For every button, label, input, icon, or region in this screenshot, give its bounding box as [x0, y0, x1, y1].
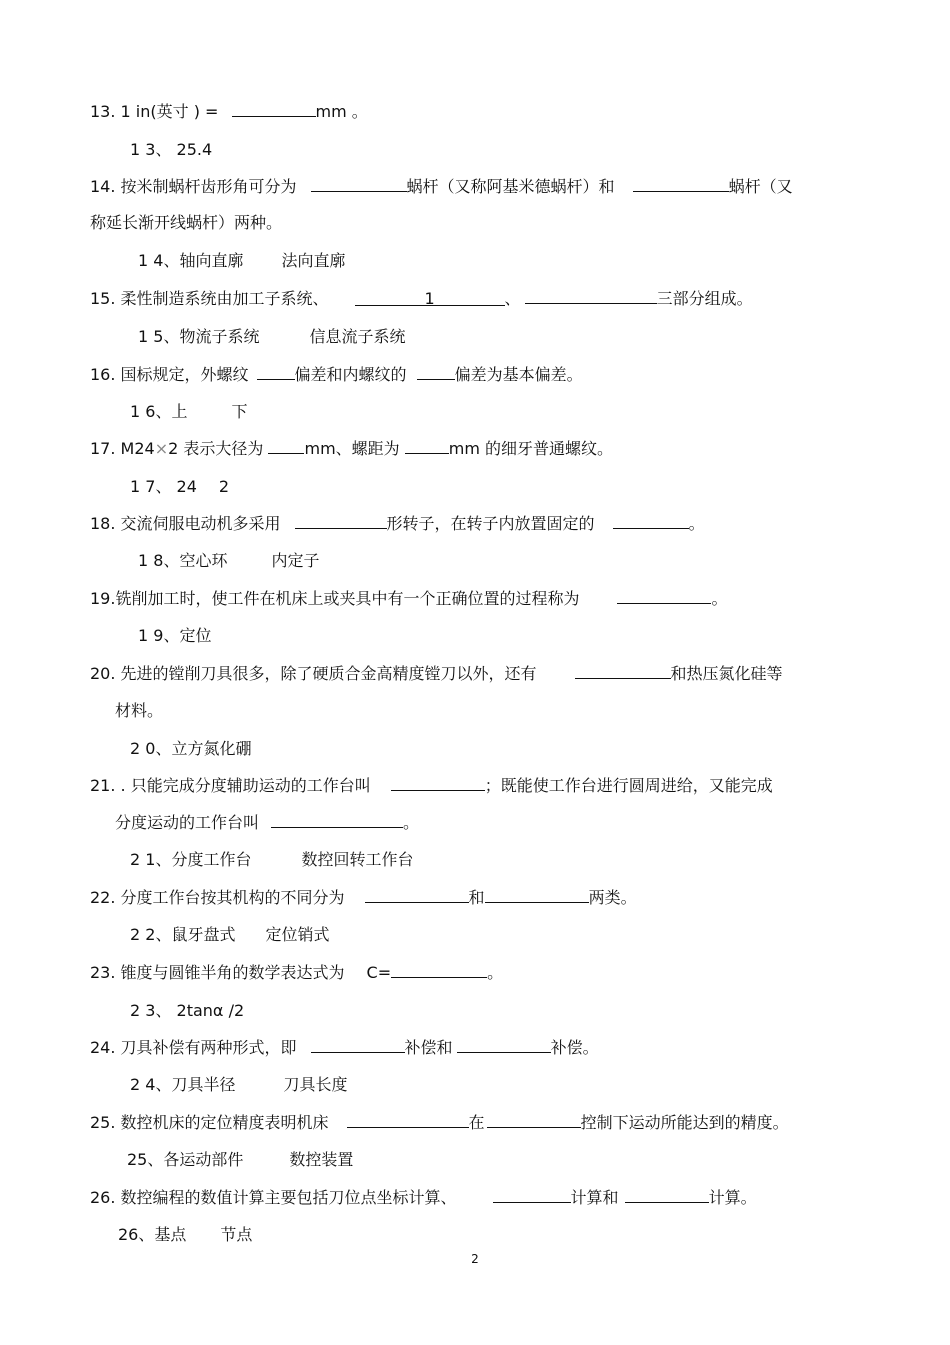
blank [391, 963, 487, 978]
blank [271, 813, 403, 828]
question-26: 26. 数控编程的数值计算主要包括刀位点坐标计算、 计算和 计算。 [90, 1188, 757, 1207]
answer-26: 26、基点 节点 [118, 1225, 253, 1244]
answer-13: 1 3、 25.4 [130, 140, 213, 159]
question-20-cont: 材料。 [115, 701, 164, 720]
question-23: 23. 锥度与圆锥半角的数学表达式为 C= 。 [90, 963, 504, 982]
answer-25: 25、各运动部件 数控装置 [127, 1150, 354, 1169]
blank [525, 289, 657, 304]
answer-18: 1 8、空心环 内定子 [138, 551, 320, 570]
blank [365, 888, 469, 903]
blank [347, 1113, 469, 1128]
question-18: 18. 交流伺服电动机多采用 形转子，在转子内放置固定的 。 [90, 514, 705, 533]
question-21-cont: 分度运动的工作台叫 。 [115, 813, 420, 832]
blank [405, 439, 449, 454]
answer-22: 2 2、鼠牙盘式 定位销式 [130, 925, 330, 944]
answer-17: 1 7、 24 2 [130, 477, 230, 496]
question-15: 15. 柔性制造系统由加工子系统、 1 、 三部分组成。 [90, 289, 753, 308]
blank [268, 439, 304, 454]
answer-23: 2 3、 2tanα /2 [130, 1001, 245, 1020]
blank [487, 1113, 581, 1128]
blank [617, 589, 711, 604]
blank [257, 365, 295, 380]
blank [391, 776, 485, 791]
blank [633, 177, 729, 192]
blank: 1 [355, 291, 505, 306]
answer-20: 2 0、立方氮化硼 [130, 739, 252, 758]
blank [232, 102, 316, 117]
question-21: 21. . 只能完成分度辅助运动的工作台叫 ；既能使工作台进行圆周进给，又能完成 [90, 776, 773, 795]
answer-24: 2 4、刀具半径 刀具长度 [130, 1075, 348, 1094]
question-17: 17. M24×2 表示大径为 mm、螺距为 mm 的细牙普通螺纹。 [90, 439, 614, 458]
blank [417, 365, 455, 380]
blank [625, 1188, 709, 1203]
blank [493, 1188, 571, 1203]
blank [295, 514, 387, 529]
blank [311, 177, 407, 192]
page-number: 2 [471, 1252, 479, 1266]
answer-16: 1 6、上 下 [130, 402, 248, 421]
blank [613, 514, 689, 529]
question-13: 13. 1 in(英寸 ) = mm 。 [90, 102, 368, 121]
answer-15: 1 5、物流子系统 信息流子系统 [138, 327, 406, 346]
question-16: 16. 国标规定，外螺纹 偏差和内螺纹的 偏差为基本偏差。 [90, 365, 583, 384]
question-22: 22. 分度工作台按其机构的不同分为 和 两类。 [90, 888, 637, 907]
blank [457, 1038, 551, 1053]
answer-14: 1 4、轴向直廓 法向直廓 [138, 251, 346, 270]
blank [485, 888, 589, 903]
blank [311, 1038, 405, 1053]
answer-19: 1 9、定位 [138, 626, 212, 645]
question-14-cont: 称延长渐开线蜗杆）两种。 [90, 213, 283, 232]
question-25: 25. 数控机床的定位精度表明机床 在 控制下运动所能达到的精度。 [90, 1113, 789, 1132]
question-19: 19.铣削加工时，使工件在机床上或夹具中有一个正确位置的过程称为 。 [90, 589, 728, 608]
answer-21: 2 1、分度工作台 数控回转工作台 [130, 850, 414, 869]
question-14: 14. 按米制蜗杆齿形角可分为 蜗杆（又称阿基米德蜗杆）和 蜗杆（又 [90, 177, 793, 196]
blank [575, 664, 671, 679]
question-24: 24. 刀具补偿有两种形式，即 补偿和 补偿。 [90, 1038, 599, 1057]
question-20: 20. 先进的镗削刀具很多，除了硬质合金高精度镗刀以外，还有 和热压氮化硅等 [90, 664, 783, 683]
